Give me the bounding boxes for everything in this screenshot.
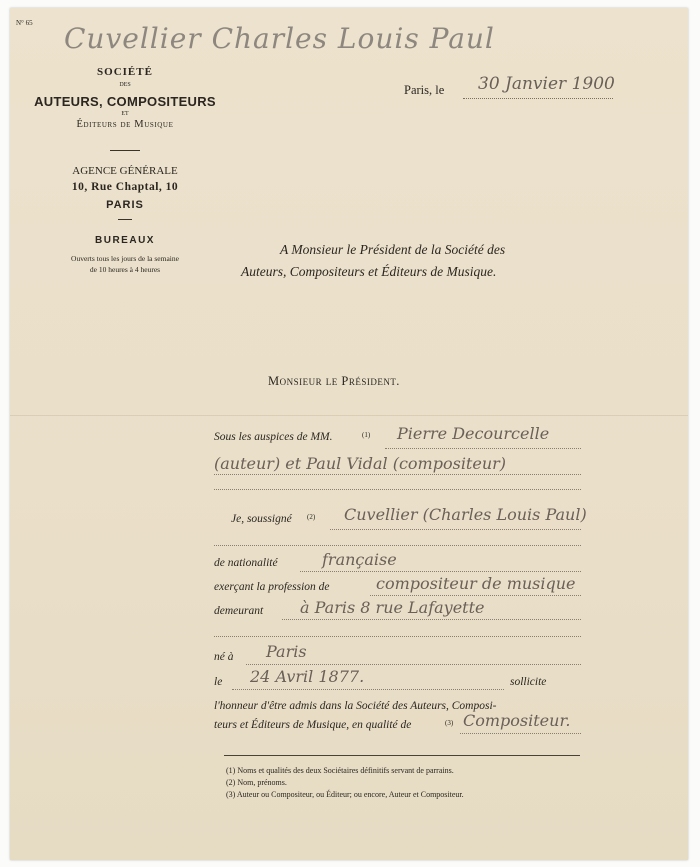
ne-label: né à	[214, 651, 234, 663]
form-sheet	[10, 8, 688, 860]
le-label: le	[214, 676, 223, 688]
auspices-label: Sous les auspices de MM.	[214, 431, 333, 443]
qualite-value: Compositeur.	[463, 711, 571, 730]
blank-line	[214, 545, 581, 546]
birthdate-value: 24 Avril 1877.	[250, 667, 365, 686]
profession-label: exerçant la profession de	[214, 581, 330, 593]
letterhead-editeurs: Éditeurs de Musique	[76, 119, 174, 130]
letterhead-city: PARIS	[106, 199, 144, 211]
letterhead-societe: SOCIÉTÉ	[97, 66, 153, 78]
salutation: Monsieur le Président.	[268, 374, 400, 388]
letterhead-des: DES	[119, 82, 131, 88]
ne-value: Paris	[266, 642, 307, 661]
letterhead-auteurs-compositeurs: AUTEURS, COMPOSITEURS	[34, 94, 216, 109]
nationalite-value: française	[322, 550, 397, 569]
footnote-2: (2) Nom, prénoms.	[226, 778, 287, 787]
date-value: 30 Janvier 1900	[478, 74, 615, 94]
letterhead-et: ET	[121, 111, 129, 117]
soussigne-footnote-ref: (2)	[307, 513, 316, 521]
demeurant-label: demeurant	[214, 605, 264, 617]
letterhead-bureaux: BUREAUX	[95, 235, 155, 246]
date-line	[463, 98, 613, 99]
letterhead-agence: AGENCE GÉNÉRALE	[72, 165, 178, 177]
letterhead-hours-time: de 10 heures à 4 heures	[89, 265, 161, 274]
footnote-rule	[224, 755, 580, 756]
letterhead-address: 10, Rue Chaptal, 10	[71, 181, 179, 193]
blank-line	[214, 489, 581, 490]
auspices-line-1	[385, 448, 581, 449]
fold-line	[10, 415, 688, 416]
nationalite-line	[300, 571, 581, 572]
footnote-3: (3) Auteur ou Compositeur, ou Éditeur; ou encore, Auteur et Compositeur.	[226, 790, 464, 799]
addressee-line-1: A Monsieur le Président de la Société des	[280, 242, 506, 257]
auspices-footnote-ref: (1)	[362, 431, 371, 439]
honneur-text-1: l'honneur d'être admis dans la Société des Auteurs, Composi-	[214, 700, 497, 712]
soussigne-value: Cuvellier (Charles Louis Paul)	[344, 505, 587, 524]
qualite-line	[460, 733, 581, 734]
ornament-divider	[118, 219, 132, 220]
profession-value: compositeur de musique	[376, 574, 576, 593]
honneur-text-2: teurs et Éditeurs de Musique, en qualité de	[214, 719, 412, 731]
date-label: Paris, le	[404, 83, 445, 97]
ne-line	[246, 664, 581, 665]
auspices-line-2	[214, 474, 581, 475]
letterhead-hours-days: Ouverts tous les jours de la semaine	[71, 254, 179, 263]
handwritten-name-header: Cuvellier Charles Louis Paul	[64, 22, 495, 55]
addressee-line-2: Auteurs, Compositeurs et Éditeurs de Musique.	[241, 264, 497, 279]
ornament-divider	[110, 150, 140, 151]
profession-line	[370, 595, 581, 596]
nationalite-label: de nationalité	[214, 557, 278, 569]
qualite-footnote-ref: (3)	[445, 719, 454, 727]
demeurant-value: à Paris 8 rue Lafayette	[300, 598, 485, 617]
auspices-value-2: (auteur) et Paul Vidal (compositeur)	[214, 454, 507, 473]
soussigne-line	[330, 529, 581, 530]
auspices-value-1: Pierre Decourcelle	[397, 424, 550, 443]
sollicite-text: sollicite	[510, 676, 547, 688]
soussigne-label: Je, soussigné	[231, 513, 292, 525]
birthdate-line	[232, 689, 504, 690]
demeurant-line	[282, 619, 581, 620]
form-number: N° 65	[16, 19, 33, 27]
blank-line	[214, 636, 581, 637]
footnote-1: (1) Noms et qualités des deux Sociétaires définitifs servant de parrains.	[226, 766, 454, 775]
